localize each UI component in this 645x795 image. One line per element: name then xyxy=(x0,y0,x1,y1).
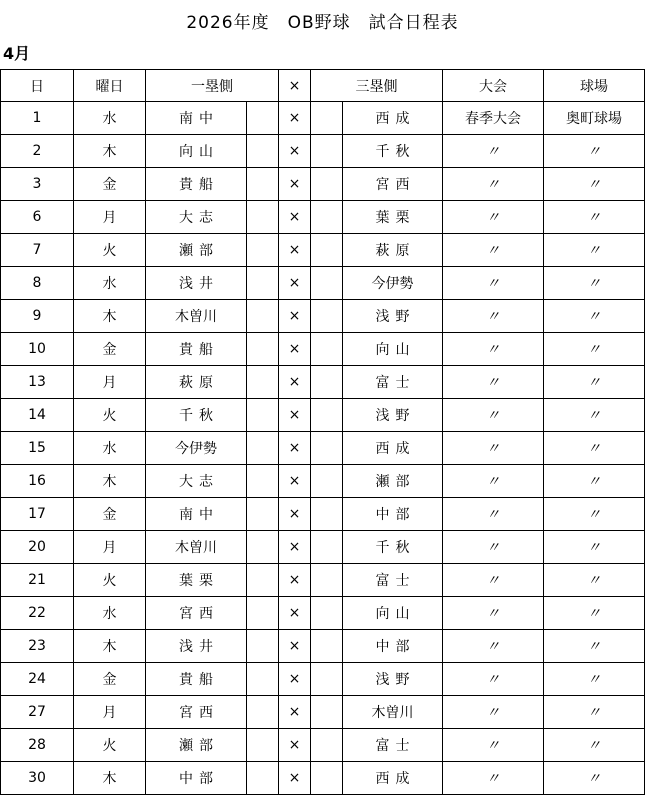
day-cell: 14 xyxy=(1,399,74,432)
first-base-blank xyxy=(247,498,279,531)
table-row xyxy=(1,498,645,531)
venue-cell: 〃 xyxy=(544,333,645,366)
vs-mark: × xyxy=(279,663,311,696)
table-row xyxy=(1,663,645,696)
first-base-team: 浅井 xyxy=(146,630,247,663)
tournament-cell: 〃 xyxy=(443,597,544,630)
tournament-cell: 〃 xyxy=(443,333,544,366)
header-day: 日 xyxy=(1,70,74,102)
weekday-cell: 火 xyxy=(74,399,146,432)
third-base-blank xyxy=(311,564,343,597)
vs-mark: × xyxy=(279,465,311,498)
tournament-cell: 〃 xyxy=(443,399,544,432)
weekday-cell: 水 xyxy=(74,102,146,135)
third-base-team: 浅野 xyxy=(343,300,443,333)
vs-mark: × xyxy=(279,333,311,366)
third-base-blank xyxy=(311,168,343,201)
vs-mark: × xyxy=(279,531,311,564)
day-cell: 1 xyxy=(1,102,74,135)
header-venue: 球場 xyxy=(544,70,645,102)
tournament-cell: 〃 xyxy=(443,531,544,564)
third-base-blank xyxy=(311,729,343,762)
venue-cell: 〃 xyxy=(544,597,645,630)
vs-mark: × xyxy=(279,762,311,795)
venue-cell: 〃 xyxy=(544,234,645,267)
table-row xyxy=(1,432,645,465)
vs-mark: × xyxy=(279,168,311,201)
venue-cell: 〃 xyxy=(544,267,645,300)
third-base-blank xyxy=(311,663,343,696)
tournament-cell: 〃 xyxy=(443,465,544,498)
schedule-table xyxy=(0,69,645,795)
weekday-cell: 水 xyxy=(74,267,146,300)
vs-mark: × xyxy=(279,399,311,432)
venue-cell: 〃 xyxy=(544,498,645,531)
table-row xyxy=(1,597,645,630)
table-row xyxy=(1,366,645,399)
first-base-blank xyxy=(247,597,279,630)
third-base-blank xyxy=(311,333,343,366)
header-vs: × xyxy=(279,70,311,102)
third-base-team: 萩原 xyxy=(343,234,443,267)
first-base-team: 南中 xyxy=(146,498,247,531)
third-base-blank xyxy=(311,300,343,333)
table-row xyxy=(1,201,645,234)
third-base-blank xyxy=(311,762,343,795)
tournament-cell: 〃 xyxy=(443,432,544,465)
tournament-cell: 〃 xyxy=(443,762,544,795)
day-cell: 3 xyxy=(1,168,74,201)
vs-mark: × xyxy=(279,432,311,465)
day-cell: 2 xyxy=(1,135,74,168)
first-base-blank xyxy=(247,102,279,135)
table-row xyxy=(1,630,645,663)
first-base-team: 向山 xyxy=(146,135,247,168)
table-row xyxy=(1,333,645,366)
first-base-blank xyxy=(247,300,279,333)
third-base-team: 浅野 xyxy=(343,399,443,432)
third-base-team: 西成 xyxy=(343,432,443,465)
first-base-blank xyxy=(247,729,279,762)
first-base-blank xyxy=(247,333,279,366)
third-base-team: 中部 xyxy=(343,498,443,531)
third-base-blank xyxy=(311,267,343,300)
third-base-team: 葉栗 xyxy=(343,201,443,234)
third-base-team: 向山 xyxy=(343,333,443,366)
header-weekday: 曜日 xyxy=(74,70,146,102)
first-base-team: 宮西 xyxy=(146,696,247,729)
weekday-cell: 月 xyxy=(74,696,146,729)
first-base-team: 南中 xyxy=(146,102,247,135)
third-base-blank xyxy=(311,696,343,729)
venue-cell: 〃 xyxy=(544,300,645,333)
day-cell: 6 xyxy=(1,201,74,234)
first-base-blank xyxy=(247,762,279,795)
day-cell: 13 xyxy=(1,366,74,399)
third-base-team: 富士 xyxy=(343,564,443,597)
weekday-cell: 木 xyxy=(74,762,146,795)
third-base-team: 宮西 xyxy=(343,168,443,201)
third-base-blank xyxy=(311,531,343,564)
venue-cell: 〃 xyxy=(544,564,645,597)
first-base-blank xyxy=(247,663,279,696)
weekday-cell: 木 xyxy=(74,300,146,333)
vs-mark: × xyxy=(279,696,311,729)
weekday-cell: 月 xyxy=(74,366,146,399)
first-base-blank xyxy=(247,630,279,663)
first-base-blank xyxy=(247,234,279,267)
first-base-team: 中部 xyxy=(146,762,247,795)
venue-cell: 〃 xyxy=(544,762,645,795)
tournament-cell: 〃 xyxy=(443,168,544,201)
day-cell: 30 xyxy=(1,762,74,795)
day-cell: 10 xyxy=(1,333,74,366)
tournament-cell: 〃 xyxy=(443,630,544,663)
tournament-cell: 〃 xyxy=(443,696,544,729)
tournament-cell: 〃 xyxy=(443,267,544,300)
vs-mark: × xyxy=(279,366,311,399)
table-row xyxy=(1,762,645,795)
vs-mark: × xyxy=(279,102,311,135)
vs-mark: × xyxy=(279,630,311,663)
weekday-cell: 金 xyxy=(74,168,146,201)
first-base-team: 木曽川 xyxy=(146,300,247,333)
weekday-cell: 月 xyxy=(74,531,146,564)
venue-cell: 〃 xyxy=(544,432,645,465)
third-base-blank xyxy=(311,630,343,663)
day-cell: 28 xyxy=(1,729,74,762)
vs-mark: × xyxy=(279,201,311,234)
tournament-cell: 〃 xyxy=(443,135,544,168)
third-base-team: 西成 xyxy=(343,102,443,135)
tournament-cell: 〃 xyxy=(443,564,544,597)
first-base-team: 宮西 xyxy=(146,597,247,630)
first-base-team: 貴船 xyxy=(146,333,247,366)
first-base-blank xyxy=(247,696,279,729)
weekday-cell: 火 xyxy=(74,729,146,762)
first-base-blank xyxy=(247,399,279,432)
weekday-cell: 金 xyxy=(74,663,146,696)
day-cell: 23 xyxy=(1,630,74,663)
tournament-cell: 〃 xyxy=(443,300,544,333)
table-row xyxy=(1,168,645,201)
vs-mark: × xyxy=(279,300,311,333)
first-base-team: 浅井 xyxy=(146,267,247,300)
table-row xyxy=(1,135,645,168)
first-base-blank xyxy=(247,465,279,498)
venue-cell: 〃 xyxy=(544,465,645,498)
vs-mark: × xyxy=(279,729,311,762)
third-base-blank xyxy=(311,102,343,135)
third-base-blank xyxy=(311,498,343,531)
third-base-blank xyxy=(311,597,343,630)
first-base-blank xyxy=(247,267,279,300)
third-base-team: 瀬部 xyxy=(343,465,443,498)
first-base-team: 萩原 xyxy=(146,366,247,399)
first-base-team: 瀬部 xyxy=(146,234,247,267)
third-base-team: 木曽川 xyxy=(343,696,443,729)
weekday-cell: 木 xyxy=(74,630,146,663)
month-label: 4月 xyxy=(3,44,31,63)
venue-cell: 〃 xyxy=(544,399,645,432)
first-base-team: 大志 xyxy=(146,201,247,234)
tournament-cell: 春季大会 xyxy=(443,102,544,135)
first-base-team: 貴船 xyxy=(146,168,247,201)
first-base-blank xyxy=(247,168,279,201)
tournament-cell: 〃 xyxy=(443,498,544,531)
venue-cell: 〃 xyxy=(544,366,645,399)
weekday-cell: 水 xyxy=(74,597,146,630)
header-first-base: 一塁側 xyxy=(146,70,279,102)
vs-mark: × xyxy=(279,234,311,267)
table-row xyxy=(1,102,645,135)
venue-cell: 〃 xyxy=(544,696,645,729)
tournament-cell: 〃 xyxy=(443,663,544,696)
table-row xyxy=(1,729,645,762)
vs-mark: × xyxy=(279,564,311,597)
day-cell: 21 xyxy=(1,564,74,597)
third-base-team: 今伊勢 xyxy=(343,267,443,300)
tournament-cell: 〃 xyxy=(443,729,544,762)
third-base-team: 中部 xyxy=(343,630,443,663)
weekday-cell: 水 xyxy=(74,432,146,465)
venue-cell: 〃 xyxy=(544,135,645,168)
table-row xyxy=(1,234,645,267)
first-base-blank xyxy=(247,135,279,168)
first-base-team: 千秋 xyxy=(146,399,247,432)
table-row xyxy=(1,465,645,498)
day-cell: 27 xyxy=(1,696,74,729)
third-base-blank xyxy=(311,234,343,267)
vs-mark: × xyxy=(279,498,311,531)
header-row xyxy=(1,70,645,102)
tournament-cell: 〃 xyxy=(443,201,544,234)
third-base-team: 富士 xyxy=(343,729,443,762)
day-cell: 8 xyxy=(1,267,74,300)
day-cell: 9 xyxy=(1,300,74,333)
weekday-cell: 木 xyxy=(74,465,146,498)
weekday-cell: 金 xyxy=(74,498,146,531)
weekday-cell: 金 xyxy=(74,333,146,366)
weekday-cell: 木 xyxy=(74,135,146,168)
weekday-cell: 月 xyxy=(74,201,146,234)
table-row xyxy=(1,696,645,729)
day-cell: 17 xyxy=(1,498,74,531)
day-cell: 16 xyxy=(1,465,74,498)
first-base-team: 今伊勢 xyxy=(146,432,247,465)
table-row xyxy=(1,531,645,564)
venue-cell: 〃 xyxy=(544,630,645,663)
day-cell: 22 xyxy=(1,597,74,630)
tournament-cell: 〃 xyxy=(443,234,544,267)
third-base-team: 千秋 xyxy=(343,531,443,564)
venue-cell: 奥町球場 xyxy=(544,102,645,135)
header-tournament: 大会 xyxy=(443,70,544,102)
third-base-blank xyxy=(311,432,343,465)
header-third-base: 三塁側 xyxy=(311,70,443,102)
first-base-team: 瀬部 xyxy=(146,729,247,762)
day-cell: 24 xyxy=(1,663,74,696)
page-title: 2026年度 OB野球 試合日程表 xyxy=(186,13,459,33)
third-base-blank xyxy=(311,201,343,234)
venue-cell: 〃 xyxy=(544,201,645,234)
vs-mark: × xyxy=(279,597,311,630)
third-base-team: 向山 xyxy=(343,597,443,630)
day-cell: 7 xyxy=(1,234,74,267)
first-base-blank xyxy=(247,564,279,597)
table-row xyxy=(1,399,645,432)
first-base-team: 葉栗 xyxy=(146,564,247,597)
first-base-blank xyxy=(247,201,279,234)
venue-cell: 〃 xyxy=(544,663,645,696)
first-base-team: 木曽川 xyxy=(146,531,247,564)
venue-cell: 〃 xyxy=(544,168,645,201)
table-row xyxy=(1,300,645,333)
table-row xyxy=(1,564,645,597)
venue-cell: 〃 xyxy=(544,531,645,564)
weekday-cell: 火 xyxy=(74,564,146,597)
venue-cell: 〃 xyxy=(544,729,645,762)
first-base-team: 大志 xyxy=(146,465,247,498)
tournament-cell: 〃 xyxy=(443,366,544,399)
vs-mark: × xyxy=(279,135,311,168)
table-row xyxy=(1,267,645,300)
day-cell: 20 xyxy=(1,531,74,564)
third-base-team: 千秋 xyxy=(343,135,443,168)
third-base-blank xyxy=(311,366,343,399)
third-base-team: 富士 xyxy=(343,366,443,399)
third-base-team: 浅野 xyxy=(343,663,443,696)
first-base-team: 貴船 xyxy=(146,663,247,696)
third-base-team: 西成 xyxy=(343,762,443,795)
weekday-cell: 火 xyxy=(74,234,146,267)
third-base-blank xyxy=(311,135,343,168)
third-base-blank xyxy=(311,399,343,432)
first-base-blank xyxy=(247,432,279,465)
third-base-blank xyxy=(311,465,343,498)
first-base-blank xyxy=(247,366,279,399)
first-base-blank xyxy=(247,531,279,564)
day-cell: 15 xyxy=(1,432,74,465)
vs-mark: × xyxy=(279,267,311,300)
